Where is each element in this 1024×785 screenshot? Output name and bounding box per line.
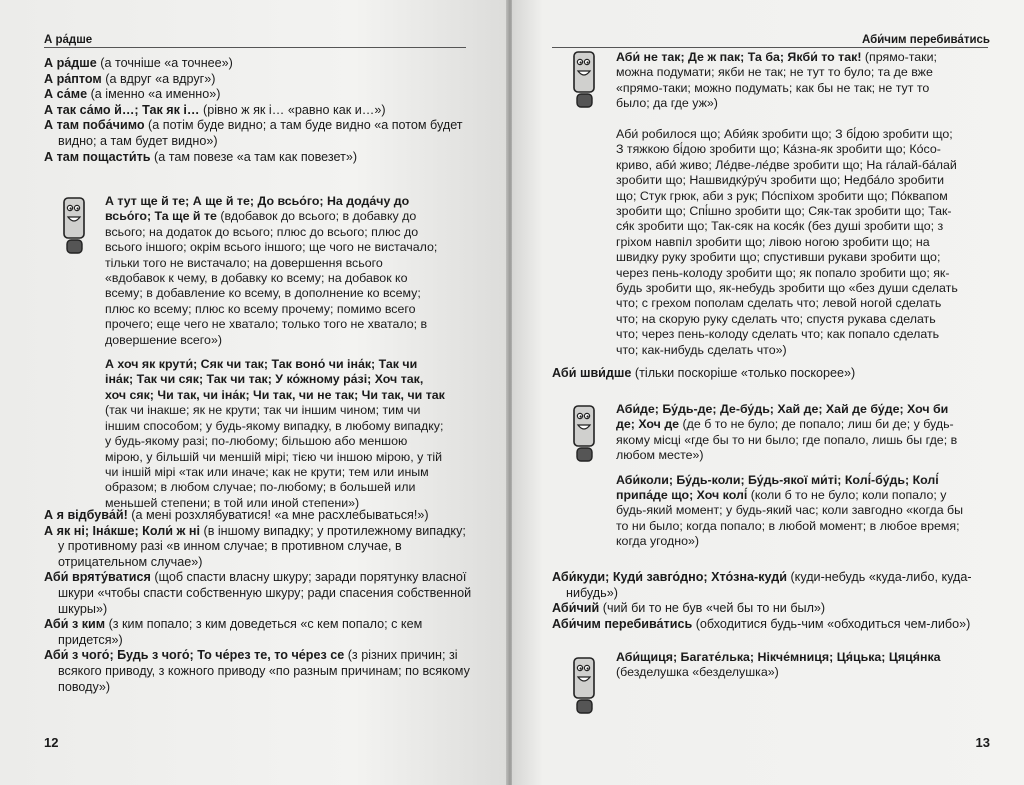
phone-mascot-icon [572, 50, 598, 110]
boxed-entry: Аби́ не так; Де ж пак; Та ба; Якби́ то так! (прямо-таки; можна подумати; якби не так; не тут то було; та де вже «прямо-таки; можно подумать; как бы не так; не тут то было; да где уж») [616, 50, 937, 111]
phone-mascot-icon [62, 196, 88, 256]
header-rule-left [44, 47, 466, 48]
right-entries-bottom [552, 570, 996, 632]
page-number-left: 12 [44, 735, 59, 750]
entry: А ра́птом (а вдруг «а вдруг») [44, 71, 216, 86]
header-rule-right [552, 47, 988, 48]
boxed-entry: А хоч як крути́; Сяк чи так; Так воно́ чи іна́к; Так чи іна́к; Так чи сяк; Так чи так; У ко́жному ра́зі; Хоч так, хоч сяк; Чи так, чи іна́к; Чи так, чи не так; Чи так, чи так (так чи інакше; як не крути; так чи іншим чином; тим чи іншим способом; у будь-якому випадку, в любому випадку; у будь-якому разі; по-любому; більшою або меншою мірою, у більшій чи меншій мірі; тією чи іншою мірою, у тій чи іншій мірі «так или иначе; как не крути; тем или иным образом; в любом случае; по-любому; в большей или меньшей степени; в той или иной степени») [105, 357, 445, 510]
entry: А там пощасти́ть (а там повезе «а там как повезет») [44, 149, 358, 164]
entry: Аби́куди; Куди́ завго́дно; Хто́зна-куди́ (куди-небудь «куда-либо, куда-нибудь») [552, 570, 972, 600]
entry: Аби́ з ким (з ким попало; з ким доведеться «с кем попало; с кем придется») [44, 617, 423, 647]
running-header-left: А ра́дше [44, 34, 93, 46]
entry: А са́ме (а іменно «а именно») [44, 87, 221, 102]
right-page [512, 0, 1024, 785]
entry: А як ні; Іна́кше; Коли́ ж ні (в іншому випадку; у протилежному випадку; у противному разі «в инном случае; в противном случае, в отрицательном случае») [44, 523, 466, 569]
boxed-entry: Аби́де; Бу́дь-де; Де-бу́дь; Хай де; Хай де бу́де; Хоч би де; Хоч де (де б то не було; де попало; лиш би де; у будь-якому місці «где бы то ни было; где попало, лишь бы где; в любом месте») [616, 402, 958, 463]
page-number-right: 13 [975, 735, 990, 750]
boxed-entry: А тут ще й те; А ще й те; До всьо́го; На дода́чу до всьо́го; Та ще й те (вдобавок до всього; в добавку до всього; на додаток до всього; плюс до всього; плюс до всього іншого; окрім всього іншого; ще чого не вистачало; тільки того не вистачало; на довершення всього «вдобавок к чему, в добавку ко всему; на добавок ко всему; в добавление ко всему, в дополнение ко всему; плюс ко всему; плюс ко всему прочему; помимо всего прочего; еще чего не хватало; только того не хватало; в довершение всего») [105, 194, 438, 347]
right-boxed-entry-1 [616, 50, 958, 112]
entry: Аби́чим перебива́тись (обходитися будь-чим «обходиться чем-либо») [552, 616, 971, 631]
boxed-entry: Аби́коли; Бу́дь-коли; Бу́дь-якої ми́ті; Колі́-бу́дь; Колі́ припа́де що; Хоч колі́ (коли б то не було; коли попало; у будь-який момент; у будь-який час; коли завгодно «когда бы то ни было; когда попало; в любой момент; в любое время; когда угодно») [616, 472, 964, 549]
entry: А там поба́чимо (а потім буде видно; а там буде видно «а потом будет видно; а там будет видно») [44, 118, 463, 148]
entry: А ра́дше (а точніше «а точнее») [44, 56, 233, 70]
left-entries-bottom [44, 508, 472, 695]
phone-mascot-icon [572, 656, 598, 716]
boxed-entry: Аби́щиця; Багате́лька; Нікче́мниця; Ця́цька; Цяця́нка (безделушка «безделушка») [616, 650, 941, 680]
running-header-right: Аби́чим перебива́тись [861, 34, 990, 46]
right-entry-shvydshe [552, 366, 992, 382]
left-entries-top [44, 56, 472, 165]
left-page [0, 0, 508, 785]
right-boxed-entry-5 [616, 650, 966, 681]
entry: А я відбува́й! (а мені розхлябуватися! «а мне расхлебываться!») [44, 508, 429, 522]
right-boxed-entry-2 [616, 127, 958, 358]
entry: Аби́ шви́дше (тільки поскоріше «только поскорее») [552, 366, 856, 380]
entry: Аби́чий (чий би то не був «чей бы то ни был») [552, 601, 826, 616]
entry: Аби́ з чого́; Будь з чого́; То че́рез те, то че́рез се (з різних причин; зі всякого приводу, з кожного приводу «по разным причинам; по всякому поводу») [44, 648, 470, 694]
boxed-entry: Аби́ робилося що; Аби́як зробити що; З бі́дою зробити що; З тяжкою бі́дою зробити що; Ка́зна-як зробити що; Ко́со-криво, аби́ живо; Ле́две-ле́две зробити що; На га́лай-ба́лай зробити що; Нашвидку́ру́ч зробити що; Недба́ло зробити що; Стук грюк, аби з рук; По́спіхом зробити що; По́квапом зробити що; Спі́шно зробити що; Сяк-так зробити що; Так-ся́к зробити що; Так-сяк на кося́к (без душі зробити що; з гріхом навпіл зробити що; лівою ногою зробити що; на швидку руку зробити що; спустивши рукави зробити що; через пень-колоду зробити що; як попало зробити що; як-будь зробити що, як-небудь зробити що «без души сделать что; с грехом пополам сделать что; левой ногой сделать что; на скорую руку сделать что; спустя рукава сделать что; через пень-колоду сделать что; как попало сделать что; как-нибудь сделать что») [616, 127, 958, 357]
left-boxed-entries [105, 194, 445, 511]
right-boxed-entries-3-4 [616, 402, 964, 550]
phone-mascot-icon [572, 404, 598, 464]
entry: Аби́ вряту́ватися (щоб спасти власну шкуру; заради порятунку власної шкури «чтобы спасти собственную шкуру; ради спасения собственной шкуры») [44, 570, 472, 616]
entry: А так са́мо й…; Так як і… (рівно ж як і… «равно как и…») [44, 102, 386, 117]
